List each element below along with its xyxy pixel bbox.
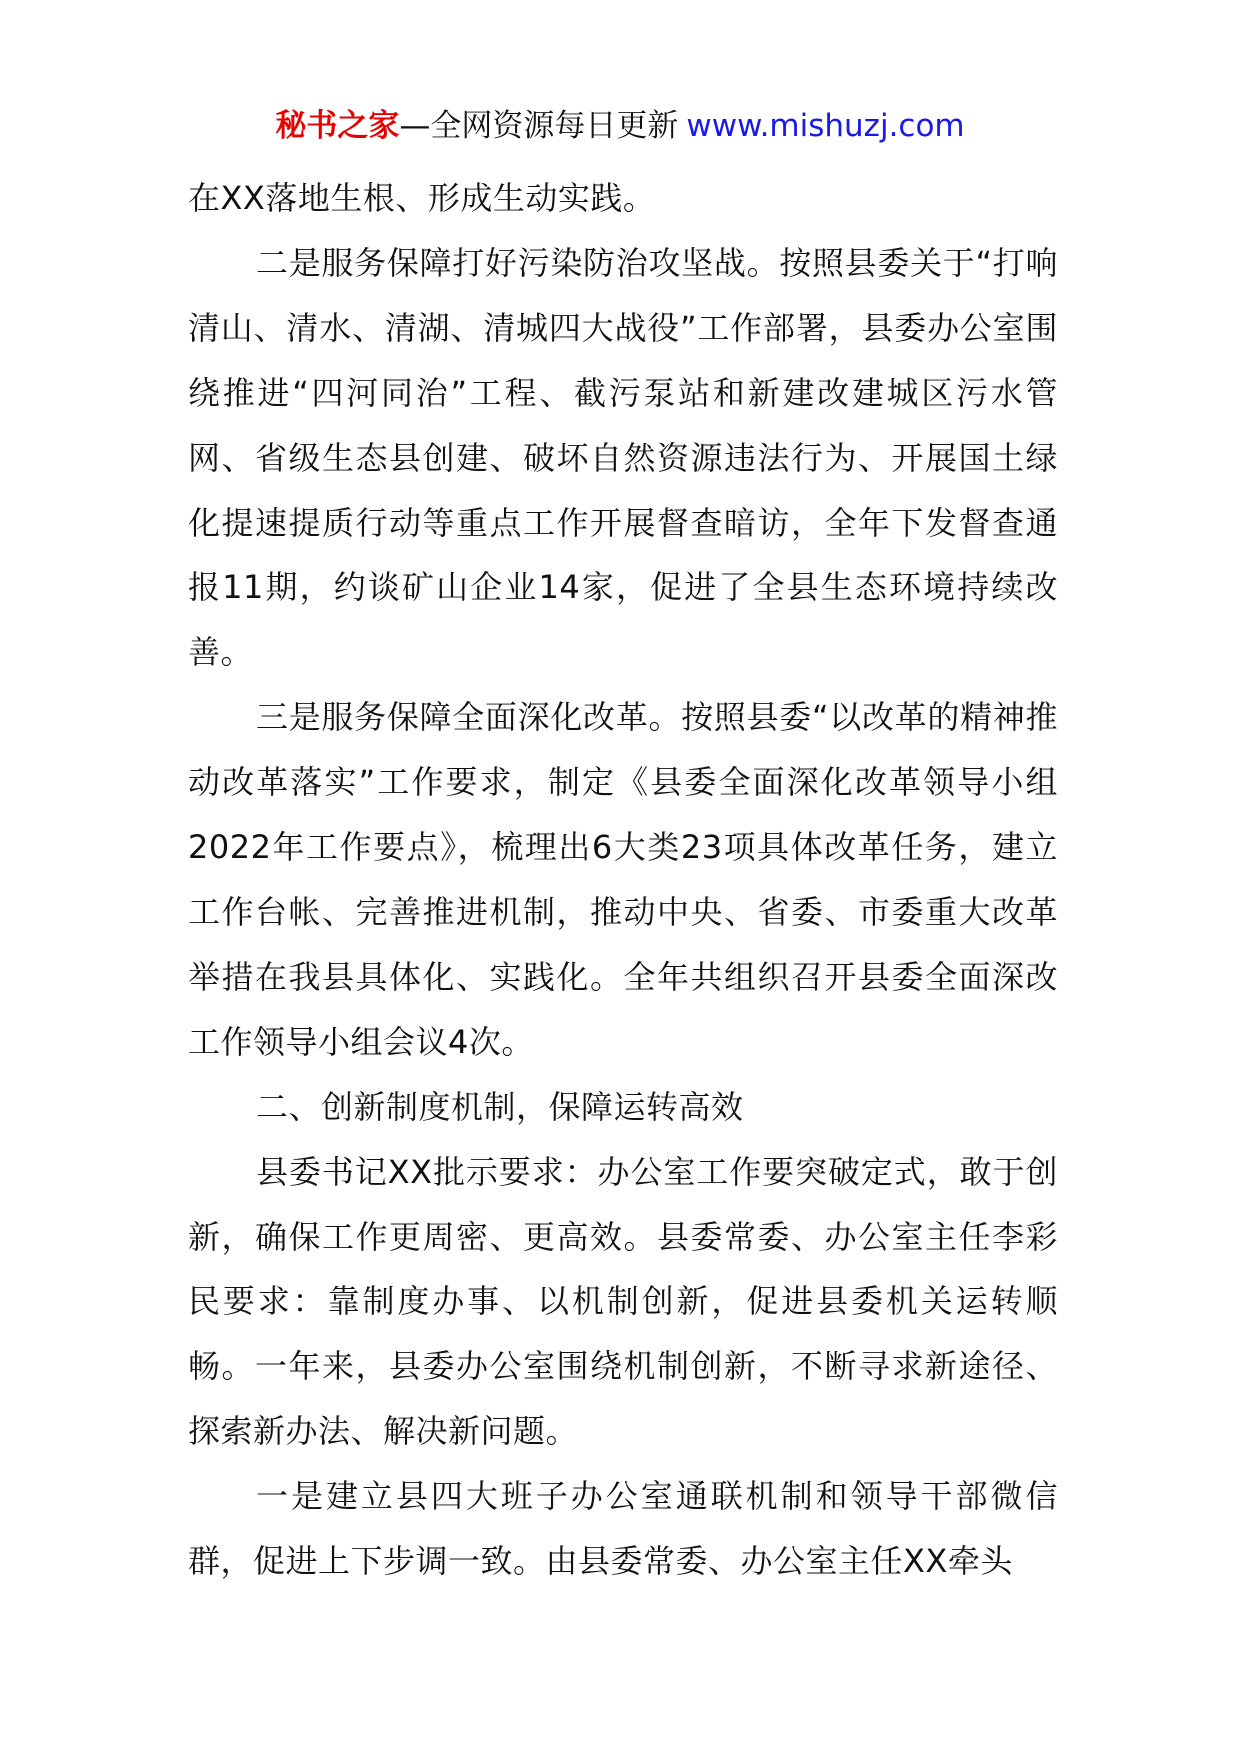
paragraph-deepen-reform: 三是服务保障全面深化改革。按照县委“以改革的精神推动改革落实”工作要求，制定《县委全面深化改革领导小组2022年工作要点》，梳理出6大类23项具体改革任务，建立工作台帐、完善推进机制，推动中央、省委、市委重大改革举措在我县具体化、实践化。全年共组织召开县委全面深改工作领导小组会议4次。: [188, 698, 1058, 1061]
section-heading: 二、创新制度机制，保障运转高效: [256, 1087, 744, 1126]
document-body: [188, 166, 1058, 1594]
paragraph-pollution-control: 二是服务保障打好污染防治攻坚战。按照县委关于“打响清山、清水、清湖、清城四大战役”工作部署，县委办公室围绕推进“四河同治”工程、截污泵站和新建改建城区污水管网、省级生态县创建、破坏自然资源违法行为、开展国土绿化提速提质行动等重点工作开展督查暗访，全年下发督查通报11期，约谈矿山企业14家，促进了全县生态环境持续改善。: [188, 243, 1058, 672]
paragraph-secretary-instruction: 县委书记XX批示要求：办公室工作要突破定式，敢于创新，确保工作更周密、更高效。县委常委、办公室主任李彩民要求：靠制度办事、以机制创新，促进县委机关运转顺畅。一年来，县委办公室围绕机制创新，不断寻求新途径、探索新办法、解决新问题。: [188, 1152, 1058, 1451]
site-url-link[interactable]: www.mishuzj.com: [686, 108, 965, 144]
site-brand: 秘书之家: [275, 108, 400, 144]
paragraph-liaison-mechanism: 一是建立县四大班子办公室通联机制和领导干部微信群，促进上下步调一致。由县委常委、办公室主任XX牵头: [188, 1477, 1058, 1581]
site-header: [0, 104, 1240, 148]
site-tagline: —全网资源每日更新: [399, 108, 679, 144]
paragraph-continuation: 在XX落地生根、形成生动实践。: [188, 179, 656, 217]
